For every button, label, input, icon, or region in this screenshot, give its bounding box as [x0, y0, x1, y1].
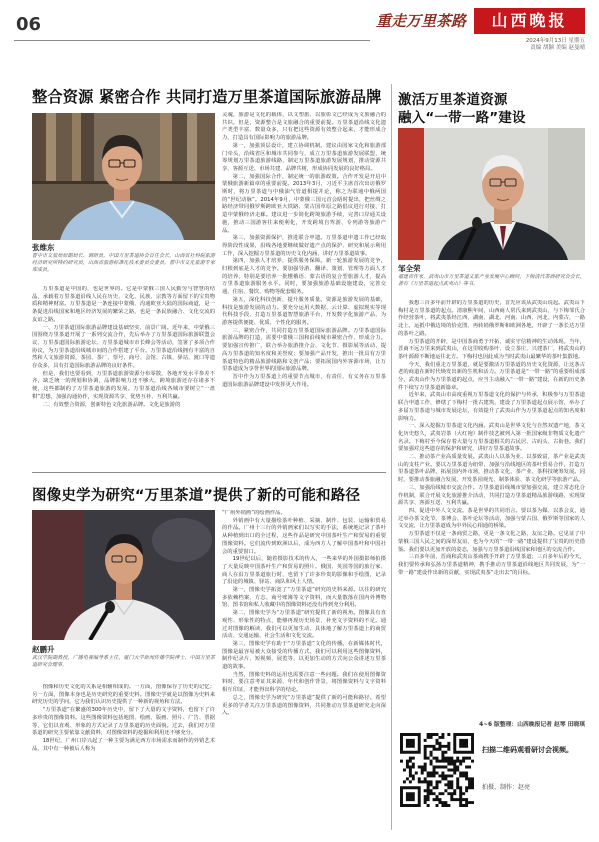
- qr-code: [400, 733, 474, 807]
- author-3-photo: [32, 510, 215, 640]
- author-2-bio: 福建省作家，武夷山市万里茶道文旅产业发展中心顾问，下梅清代茶商研究会会长，著有《万里茶道起点武夷山》等书。: [398, 274, 585, 287]
- article-1-column-2: [222, 112, 386, 466]
- paragraph: 万里茶道的开辟，是中国茶商勇于开拓、诚实守信精神的生动体现。当年，晋商不远万里来到武夷山，在这里收购茶叶、设立茶庄、兴建茶厂，将武夷山的茶叶源源不断地运往北方。下梅村也因此成为当时武夷山最繁华的茶叶集散地。: [398, 338, 585, 360]
- paragraph: 今天，我们重走万里茶道，就是要激活万里茶道的历史文化资源，让这条古老的商道在新时代焕发出新的生机和活力。万里茶道是“一带一路”的重要组成部分，武夷山作为万里茶道的起点，应当主动融入“一带一路”建设，在新的历史条件下续写万里茶道新篇章。: [398, 361, 585, 391]
- article-2-title-line-1: 激活万里茶道资源: [398, 92, 508, 108]
- article-1-title: 整合资源 紧密合作 共同打造万里茶道国际旅游品牌: [32, 88, 382, 106]
- paragraph: 图像和历史文化的关系是相辅相成的。一方面，图像保存了历史的记忆；另一方面，图像本身也是历史研究的重要史料。图像史学就是以图像为史料来研究历史的学问，它为我们认识历史提供了一种新的视角和方法。: [32, 684, 215, 706]
- paragraph: 19世纪以后，随着摄影技术的传入，一些来华的外国摄影师拍摄了大量反映中国茶叶生产和贸易的照片。俄国、英国等国的旅行家、商人在沿万里茶道旅行时，也留下了许多珍贵的影像和手绘图，记录了沿途的城镇、驿站、商队和风土人情。: [222, 556, 386, 586]
- paragraph: 第一，图像史学拓宽了“万里茶道”研究的史料来源。以往的研究多依赖档案、方志、商号账簿等文字资料，而大量散落在国内外博物馆、图书馆和私人收藏中的图像资料还没有得到充分利用。: [222, 587, 386, 609]
- paragraph: 总之，图像史学为研究“万里茶道”提供了新的可能和路径。希望更多的学者关注万里茶道的图像资料，共同推动万里茶道研究走向深入。: [222, 694, 386, 717]
- paragraph: “万里茶道”在繁盛的300年历史中，留下了大量的文字资料，也留下了许多珍贵的图像资料。这些图像资料包括地图、绘画、版画、照片、广告、票据等，它们以直观、形象的方式记录了万里茶道的历史面貌。过去，我们对万里茶道的研究主要依靠文献资料，对图像资料的挖掘和利用还不够充分。: [32, 707, 215, 737]
- paragraph: 近年来，武夷山市高度重视万里茶道文化的保护与传承，积极参与万里茶道联合申遗工作，修缮了下梅村一批古建筑，建设了万里茶道起点展示馆，举办了多届万里茶道与城市发展论坛，有效提升了武夷山作为万里茶道起点的知名度和影响力。: [398, 392, 585, 422]
- paragraph: 二、推动茶产业高质量发展。武夷山人以茶为业、以茶致富，茶产业是武夷山的支柱产业。要以万里茶道为纽带，加强与沿线地区的茶叶贸易合作，打造万里茶道茶叶品牌，拓展国内外市场，推动茶文化、茶产业、茶科技统筹发展。同时，要推动茶旅融合发展，开发茶园观光、制茶体验、茶文化研学等旅游产品。: [398, 454, 585, 484]
- paragraph: 第三，加强资源保护，推进联合申遗。万里茶道申遗工作已经取得阶段性成果，沿线各地要继续做好遗产点的保护、研究和展示利用工作，深入挖掘万里茶道的历史文化内涵，讲好万里茶道故事。: [222, 235, 386, 257]
- author-3-name: 赵鹏升: [32, 645, 55, 654]
- author-2-name: 邹全荣: [398, 264, 421, 273]
- article-3-title: 图像史学为研究“万里茶道”提供了新的可能和路径: [32, 488, 361, 504]
- column-divider: [391, 84, 392, 830]
- author-1-name: 张维东: [32, 243, 55, 252]
- paragraph: 第二，图像史学为“万里茶道”研究提供了新的视角。图像具有直观性、形象性的特点，能够再现历史场景，补充文字资料的不足。通过对图像的解读，我们可以更加生动、具体地了解万里茶道上的商贸活动、交通运输、社会生活和文化交流。: [222, 610, 386, 640]
- author-1-photo: [32, 113, 215, 240]
- article-3-column-1: [32, 684, 215, 830]
- paragraph: “广州外销画”的绘画作品。: [222, 510, 286, 516]
- author-1-bio: 晋中市文旅局原副局长、调研员。中国万里茶道协会首任会长，山西省社科院旅游经济研究所特约研究员，山西省旅游标准化技术委员会委员，晋中市文化旅游专家库成员。: [32, 253, 215, 273]
- paragraph: 万里茶道是中国的，也是世界的。它是中蒙俄三国人民勤劳与智慧的结晶，承载着万里茶道沿线人民在历史、文化、民族、宗教等方面留下的宝贵物质和精神财富。万里茶道是一条连接中蒙俄、沟通欧亚大陆的国际商道，是一条促进沿线国家和地区经济发展的繁荣之路，也是一条民族融合、文化交流的友谊之路。: [32, 286, 215, 323]
- page-credits: 4~6 版整理：山西晚报记者 赵琴 田晓琪: [479, 722, 585, 728]
- paragraph: 第二，加强国际合作，制定统一的旅游政策。合作开发是开启中蒙俄旅游新篇章的重要前提。2013年3月，习近平主席首次出访俄罗斯时，将万里茶道与中俄油气管道相提并论，称之为联通中俄两国的“世纪动脉”。2014年9月，中蒙俄三国元首会晤时提出，把丝绸之路经济带同俄罗斯跨欧亚大铁路、蒙古国草原之路倡议进行对接，打造中蒙俄经济走廊。建议进一步简化跨境旅游手续，完善口岸通关设施，推动三国游客往来便利化，开发跨境自驾游、专列游等旅游产品。: [222, 173, 386, 234]
- paragraph: 二、有效整合资源，创新特色文化旅游品牌。文化是旅游的: [42, 401, 181, 408]
- paragraph: 灵魂，旅游是文化的载体，以文塑旅、以旅彰文已经成为文旅融合的共识。但是，资源整合是文旅融合的重要前提。万里茶道沿线文化遗产类型丰富、数量众多，只有把这些资源有效整合起来，才能形成合力，打造具有国际影响力的旅游品牌。: [222, 112, 386, 142]
- paragraph: 但是，我们也要看到，万里茶道旅游资源分布零散，各地开发水平参差不齐，缺乏统一的规划和协调，品牌影响力还不够大，跨境旅游还存在诸多不便，这些都制约了万里茶道旅游的发展。万里茶道沿线各城市要树立“一盘棋”思想，加强沟通协作，实现资源共享、优势互补、互利共赢。: [32, 370, 215, 400]
- section-title: 重走万里茶路: [376, 12, 467, 30]
- article-2-body: [398, 300, 585, 716]
- issue-date: 2024年9月13日 星期五: [525, 38, 585, 44]
- article-1-column-1: [32, 286, 215, 466]
- paragraph: 我想三百多年前开辟的万里茶道的历史，首先应该从武夷山说起。武夷山下梅村是万里茶道的起点。清康熙年间，山西商人常氏来到武夷山，与下梅邹氏合作经营茶叶，将武夷茶经江西、湖南、湖北、河南、山西、河北、内蒙古，一路北上，运抵中俄边境的恰克图，再转销俄罗斯和欧洲各地，开辟了一条长达万里的茶叶之路。: [398, 300, 585, 337]
- masthead-logo: 山西晚报: [474, 8, 585, 34]
- qr-caption: 扫描二维码观看研讨会视频。: [482, 746, 573, 754]
- paragraph: 第五，深化科技创新，提升服务质量。资源是旅游发展的基础，科技是旅游发展的动力。要充分运用大数据、云计算、虚拟现实等现代科技手段，打造万里茶道智慧旅游平台，开发数字化旅游产品，为游客提供便捷、优质、个性化的服务。: [222, 296, 386, 326]
- qr-credit: 拍摄、制作：赵亮: [482, 784, 531, 791]
- editors-line: 责编 胡颖 美编 赵曼晴: [530, 45, 585, 51]
- header-rule: [14, 40, 370, 41]
- paragraph: 一、万里茶道国际旅游品牌建设基础坚实、前景广阔。近年来，中蒙俄三国围绕万里茶道开展了一系列交流合作，先后举办了万里茶道国际旅游联盟会议、万里茶道国际旅游论坛、万里茶道城市市长峰会等活动，签署了多项合作协议，为万里茶道沿线城市间的合作搭建了平台。万里茶道沿线拥有丰富的自然和人文旅游资源，茶园、茶厂、票号、商号、会馆、古镇、驿站、渡口等遗存众多，具有打造国际旅游品牌的良好条件。: [32, 324, 215, 370]
- author-2-photo: [398, 128, 585, 260]
- paragraph: 晋中作为万里茶道上的重要节点城市，有责任、有义务在万里茶道国际旅游品牌建设中发挥更大作用。: [222, 373, 386, 388]
- paragraph: 三百多年前，晋商和武夷山茶商携手开辟了万里茶道；三百多年后的今天，我们要传承和弘扬万里茶道精神，携手推动万里茶道沿线地区共同发展，为“一带一路”建设作出新的贡献，实现武夷茶“走出去”的目标。: [398, 554, 585, 576]
- page-number: 06: [16, 14, 42, 35]
- author-3-bio: 武汉学院副教授，广播电视编导系主任，厦门大学新闻传播学院博士，中国万里茶道研究会理事。: [32, 655, 215, 668]
- paragraph: 第三，图像史学有助于“万里茶道”文化的传播。在新媒体时代，图像是最容易被大众接受的传播方式。我们可以利用这些图像资料，制作纪录片、短视频、展览等，以更加生动的方式向公众讲述万里茶道的故事。: [222, 640, 386, 671]
- article-3-column-2: [222, 510, 386, 830]
- paragraph: 第一，加强顶层设计，建立协调机制。建议由国家文化和旅游部门牵头，沿线省区和城市共同参与，成立万里茶道旅游发展联盟，统筹规划万里茶道旅游线路，制定万里茶道旅游发展规划，推动资源共享、客源互送、市场共建、品牌共树，形成协同发展的良好格局。: [222, 142, 386, 172]
- paragraph: 外销画中有大量描绘茶叶种植、采摘、制作、包装、运输和贸易的作品。广州十三行的外销画家们以写实的手法，系统地记录了茶叶从种植到出口的全过程，这些作品是研究中国茶叶生产和贸易的重要图像资料。它们流传到欧洲以后，成为西方人了解中国茶叶和中国社会的重要窗口。: [222, 517, 386, 555]
- paragraph: 一、深入挖掘万里茶道文化内涵。武夷山是世界文化与自然双遗产地，茶文化历史悠久，武夷岩茶（大红袍）制作技艺被列入第一批国家级非物质文化遗产名录。下梅村至今保存着大量与万里茶道相关的古民居、古码头、古街巷。我们要加强对这些遗存的保护和研究，讲好万里茶道故事。: [398, 423, 585, 453]
- paragraph: 三、加强沿线城市交流合作。万里茶道沿线城市要加强交流，建立常态化合作机制，联合开展文化旅游推介活动，共同打造万里茶道精品旅游线路，实现资源共享、客源互送、互利共赢。: [398, 484, 585, 507]
- paragraph: 当然，图像史料的运用也需要注意一些问题。我们在使用图像资料时，要注意考证其来源、年代和创作背景，将图像资料与文字资料相互印证，才能得出科学的结论。: [222, 671, 386, 694]
- paragraph: 三、紧密合作，共同打造万里茶道国际旅游品牌。万里茶道国际旅游品牌的打造，需要中蒙俄三国和沿线城市紧密合作、形成合力。要加强宣传推广，联合举办旅游推介会、文化节、摄影展等活动，提高万里茶道的知名度和美誉度；要加强产品开发，推出一批具有万里茶道特色的精品旅游线路和文创产品；要拓展国内外客源市场，让万里茶道成为享誉世界的国际旅游品牌。: [222, 327, 386, 373]
- section-divider: [32, 472, 386, 473]
- paragraph: 四、促进中外人文交流。茶是世界的共同语言。要以茶为媒、以茶会友，通过举办茶文化节、茶博会、茶叶论坛等活动，加强与蒙古国、俄罗斯等国家的人文交流，让万里茶道成为中外民心相通的桥梁。: [398, 507, 585, 530]
- paragraph: 18世纪，广州口岸兴起了一种主要为满足西方市场需求而制作的外销艺术品，其中有一种被后人称为: [32, 737, 215, 752]
- paragraph: 万里茶道不仅是一条商贸之路，更是一条文化之路、友谊之路。它见证了中蒙俄三国人民之间的深厚友谊，也为今天的“一带一路”建设提供了宝贵的历史借鉴。我们要以更加开放的姿态，加强与万里茶道沿线国家和地区的交流合作。: [398, 531, 585, 553]
- article-2-title-line-2: 融入“一带一路”建设: [398, 110, 526, 126]
- paragraph: 第四，加强人才培养，提供服务保障。新一轮旅游发展的竞争，归根到底是人才的竞争。要加强导游、翻译、策划、管理等方面人才的培养，特别是要培养一批懂俄语、蒙古语的复合型旅游人才，提高万里茶道旅游服务水平。同时，要加强旅游基础设施建设，完善交通、住宿、餐饮、购物等配套服务。: [222, 258, 386, 296]
